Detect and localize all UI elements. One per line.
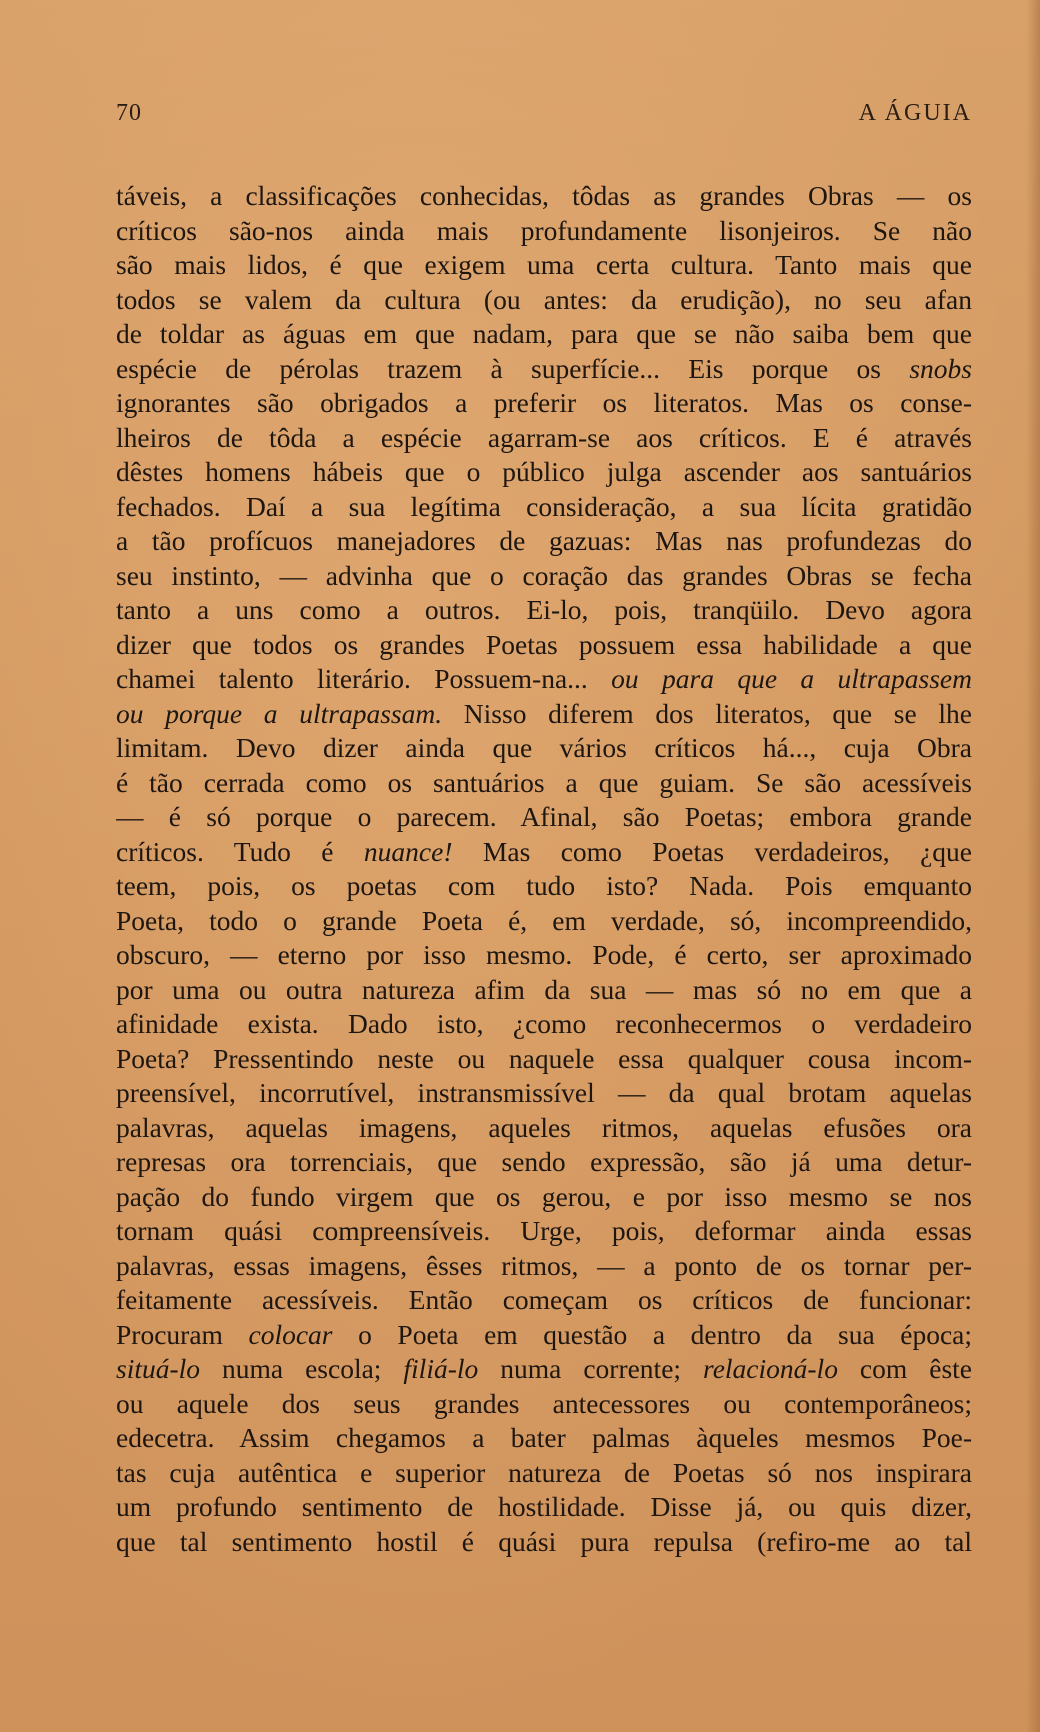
text-segment: ignorantes são obrigados a preferir os literatos. Mas os conse-: [116, 387, 972, 418]
text-segment: de toldar as águas em que nadam, para que se não saiba bem que: [116, 318, 972, 349]
text-line: [116, 628, 972, 663]
page-number: 70: [116, 100, 142, 126]
text-line: [116, 214, 972, 249]
text-line: [116, 904, 972, 939]
text-line: [116, 490, 972, 525]
text-segment: são mais lidos, é que exigem uma certa cultura. Tanto mais que: [116, 249, 972, 280]
italic-text: filiá-lo: [403, 1353, 479, 1384]
text-line: [116, 869, 972, 904]
text-line: [116, 1387, 972, 1422]
text-line: [116, 1318, 972, 1353]
text-line: [116, 352, 972, 387]
text-line: [116, 317, 972, 352]
text-line: [116, 1421, 972, 1456]
italic-text: nuance!: [363, 835, 453, 867]
text-segment: tanto a uns como a outros. Ei-lo, pois, tranqüilo. Devo agora: [116, 594, 972, 625]
text-segment: obscuro, — eterno por isso mesmo. Pode, é certo, ser aproximado: [116, 939, 972, 970]
text-segment: tornam quási compreensíveis. Urge, pois, deformar ainda essas: [116, 1215, 972, 1246]
text-line: [116, 1283, 972, 1318]
text-line: [116, 1076, 972, 1111]
text-segment: fechados. Daí a sua legítima consideração, a sua lícita gratidão: [116, 490, 972, 522]
italic-text: relacioná-lo: [703, 1353, 838, 1384]
text-segment: feitamente acessíveis. Então começam os críticos de funcionar:: [116, 1284, 972, 1315]
text-line: [116, 1042, 972, 1077]
italic-text: colocar: [248, 1318, 333, 1350]
text-segment: Nisso diferem dos literatos, que se lhe: [442, 697, 972, 729]
italic-text: situá-lo: [116, 1353, 201, 1384]
text-line: [116, 800, 972, 835]
text-segment: palavras, essas imagens, êsses ritmos, — a ponto de os tornar per-: [116, 1249, 972, 1281]
text-segment: numa escola;: [200, 1353, 404, 1384]
text-line: [116, 731, 972, 766]
text-line: [116, 283, 972, 318]
text-segment: palavras, aquelas imagens, aqueles ritmos, aquelas efusões ora: [116, 1111, 972, 1143]
text-segment: seu instinto, — advinha que o coração das grandes Obras se fecha: [116, 559, 972, 591]
text-line: [116, 1490, 972, 1525]
text-line: [116, 559, 972, 594]
page-header: [116, 100, 972, 134]
text-line: [116, 1525, 972, 1560]
text-segment: que tal sentimento hostil é quási pura repulsa (refiro-me ao tal: [116, 1525, 972, 1557]
text-line: [116, 1111, 972, 1146]
text-segment: táveis, a classificações conhecidas, tôdas as grandes Obras — os: [116, 180, 972, 211]
text-line: [116, 386, 972, 421]
text-line: [116, 524, 972, 559]
text-segment: Procuram: [116, 1318, 249, 1350]
text-line: [116, 1145, 972, 1180]
text-segment: dêstes homens hábeis que o público julga ascender aos santuários: [116, 456, 972, 487]
text-segment: numa corrente;: [478, 1353, 704, 1384]
italic-text: ou porque a ultrapassam.: [116, 697, 443, 729]
text-line: [116, 421, 972, 456]
text-segment: tas cuja autêntica e superior natureza de Poetas só nos inspirara: [116, 1456, 972, 1488]
text-line: [116, 1352, 972, 1387]
text-segment: a tão profícuos manejadores de gazuas: Mas nas profundezas do: [116, 525, 972, 556]
text-segment: críticos. Tudo é: [116, 835, 364, 867]
text-line: [116, 1007, 972, 1042]
text-line: [116, 973, 972, 1008]
text-line: [116, 835, 972, 870]
text-segment: edecetra. Assim chegamos a bater palmas àqueles mesmos Poe-: [116, 1422, 972, 1453]
text-segment: por uma ou outra natureza afim da sua — mas só no em que a: [116, 973, 972, 1005]
text-segment: afinidade exista. Dado isto, ¿como reconhecermos o verdadeiro: [116, 1008, 972, 1039]
text-segment: limitam. Devo dizer ainda que vários críticos há..., cuja Obra: [116, 732, 972, 763]
text-line: [116, 1214, 972, 1249]
italic-text: ou para que a ultrapassem: [611, 663, 972, 694]
text-segment: dizer que todos os grandes Poetas possuem essa habilidade a que: [116, 628, 972, 660]
text-line: [116, 1180, 972, 1215]
text-line: [116, 1456, 972, 1491]
text-segment: preensível, incorrutível, instransmissível — da qual brotam aquelas: [116, 1077, 972, 1108]
text-segment: espécie de pérolas trazem à superfície... Eis porque os: [116, 352, 910, 384]
text-segment: Poeta? Pressentindo neste ou naquele essa qualquer cousa incom-: [116, 1042, 972, 1074]
text-segment: pação do fundo virgem que os gerou, e por isso mesmo se nos: [116, 1180, 972, 1212]
running-title: A ÁGUIA: [858, 100, 972, 126]
text-line: [116, 697, 972, 732]
text-line: [116, 455, 972, 490]
text-segment: teem, pois, os poetas com tudo isto? Nada. Pois emquanto: [116, 870, 972, 901]
text-segment: com êste: [837, 1353, 972, 1384]
text-segment: lheiros de tôda a espécie agarram-se aos críticos. E é através: [116, 421, 972, 453]
text-line: [116, 593, 972, 628]
text-line: [116, 179, 972, 214]
text-segment: — é só porque o parecem. Afinal, são Poetas; embora grande: [116, 801, 972, 832]
text-line: [116, 938, 972, 973]
text-segment: Mas como Poetas verdadeiros, ¿que: [452, 835, 972, 867]
text-segment: chamei talento literário. Possuem-na...: [116, 663, 612, 694]
text-segment: um profundo sentimento de hostilidade. Disse já, ou quis dizer,: [116, 1491, 972, 1522]
text-segment: represas ora torrenciais, que sendo expressão, são já uma detur-: [116, 1146, 972, 1177]
text-segment: críticos são-nos ainda mais profundamente lisonjeiros. Se não: [116, 214, 972, 246]
italic-text: snobs: [909, 352, 972, 384]
text-line: [116, 248, 972, 283]
text-segment: ou aquele dos seus grandes antecessores ou contemporâneos;: [116, 1387, 972, 1419]
text-line: [116, 766, 972, 801]
text-segment: Poeta, todo o grande Poeta é, em verdade, só, incompreendido,: [116, 904, 972, 936]
body-text: [116, 179, 972, 1559]
page-edge-shadow: [1026, 0, 1040, 1732]
text-segment: é tão cerrada como os santuários a que guiam. Se são acessíveis: [116, 766, 972, 798]
text-line: [116, 1249, 972, 1284]
text-segment: o Poeta em questão a dentro da sua época;: [332, 1318, 972, 1350]
text-segment: todos se valem da cultura (ou antes: da erudição), no seu afan: [116, 283, 972, 315]
text-line: [116, 662, 972, 697]
